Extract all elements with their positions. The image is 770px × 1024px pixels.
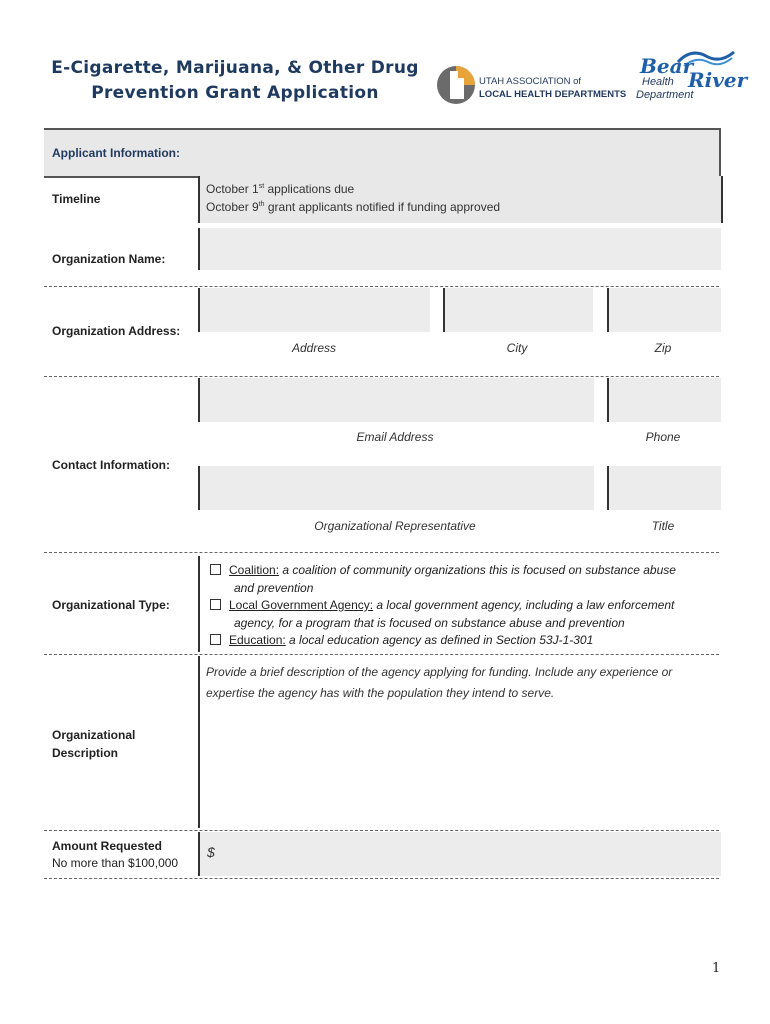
logo-department: Department bbox=[636, 89, 694, 101]
divider bbox=[44, 286, 719, 287]
option-coalition[interactable]: Coalition: a coalition of community organizations this is focused on substance abuse bbox=[210, 562, 720, 580]
representative-caption: Organizational Representative bbox=[314, 519, 476, 533]
address-caption: Address bbox=[291, 341, 337, 355]
amount-sublabel: No more than $100,000 bbox=[52, 856, 179, 870]
timeline-label: Timeline bbox=[52, 192, 101, 206]
section-title: Applicant Information: bbox=[52, 146, 180, 160]
org-type-label: Organizational Type: bbox=[52, 598, 170, 612]
bear-river-logo bbox=[636, 46, 748, 106]
org-address-label: Organization Address: bbox=[52, 324, 181, 338]
city-input[interactable] bbox=[443, 288, 593, 332]
ualhd-line-2: LOCAL HEALTH DEPARTMENTS bbox=[479, 89, 627, 100]
amount-input[interactable] bbox=[198, 832, 721, 876]
address-input[interactable] bbox=[198, 288, 430, 332]
option-education[interactable]: Education: a local education agency as defined in Section 53J-1-301 bbox=[210, 632, 720, 650]
timeline-box bbox=[198, 176, 723, 223]
section-header bbox=[44, 128, 721, 178]
coalition-desc-cont: and prevention bbox=[234, 580, 314, 595]
divider bbox=[44, 654, 719, 655]
amount-label-group bbox=[52, 838, 178, 872]
amount-label: Amount Requested bbox=[52, 839, 163, 853]
currency-symbol: $ bbox=[207, 844, 215, 860]
org-name-label: Organization Name: bbox=[52, 252, 166, 266]
option-local-government[interactable]: Local Government Agency: a local government agency, including a law enforcement bbox=[210, 597, 720, 615]
org-desc-prompt: Provide a brief description of the agency applying for funding. Include any experience or expertise the agency has with the population they intend to serve. bbox=[206, 665, 673, 700]
divider bbox=[44, 552, 719, 553]
org-type-options bbox=[210, 562, 720, 650]
local-gov-checkbox[interactable] bbox=[210, 599, 221, 610]
contact-label: Contact Information: bbox=[52, 458, 170, 472]
coalition-checkbox[interactable] bbox=[210, 564, 221, 575]
phone-input[interactable] bbox=[607, 378, 721, 422]
title-caption: Title bbox=[651, 519, 675, 533]
education-checkbox[interactable] bbox=[210, 634, 221, 645]
utah-state-logo-icon bbox=[436, 62, 476, 108]
title-line-2: Prevention Grant Application bbox=[91, 83, 379, 103]
timeline-line-2: October 9th grant applicants notified if funding approved bbox=[206, 200, 501, 214]
local-gov-desc-cont: agency, for a program that is focused on substance abuse and prevention bbox=[234, 615, 625, 630]
timeline-line-1: October 1st applications due bbox=[206, 182, 355, 196]
org-desc-textarea[interactable] bbox=[198, 656, 721, 828]
logo-bear: Bear bbox=[640, 54, 694, 78]
divider bbox=[44, 878, 719, 879]
divider bbox=[44, 830, 719, 831]
email-caption: Email Address bbox=[356, 430, 434, 444]
ualhd-line-1: UTAH ASSOCIATION of bbox=[479, 76, 582, 87]
logo-health: Health bbox=[642, 76, 674, 88]
representative-input[interactable] bbox=[198, 466, 594, 510]
ualhd-logo-text bbox=[479, 75, 626, 101]
column-rule bbox=[198, 556, 200, 652]
zip-caption: Zip bbox=[654, 341, 672, 355]
divider bbox=[44, 376, 719, 377]
title-line-1: E-Cigarette, Marijuana, & Other Drug bbox=[51, 58, 419, 78]
zip-input[interactable] bbox=[607, 288, 721, 332]
org-name-input[interactable] bbox=[198, 228, 721, 270]
phone-caption: Phone bbox=[645, 430, 681, 444]
page-number: 1 bbox=[712, 961, 721, 976]
logo-river: River bbox=[688, 68, 748, 92]
email-input[interactable] bbox=[198, 378, 594, 422]
org-desc-label: Organizational Description bbox=[52, 728, 136, 760]
page-title bbox=[40, 56, 430, 106]
title-input[interactable] bbox=[607, 466, 721, 510]
city-caption: City bbox=[506, 341, 528, 355]
